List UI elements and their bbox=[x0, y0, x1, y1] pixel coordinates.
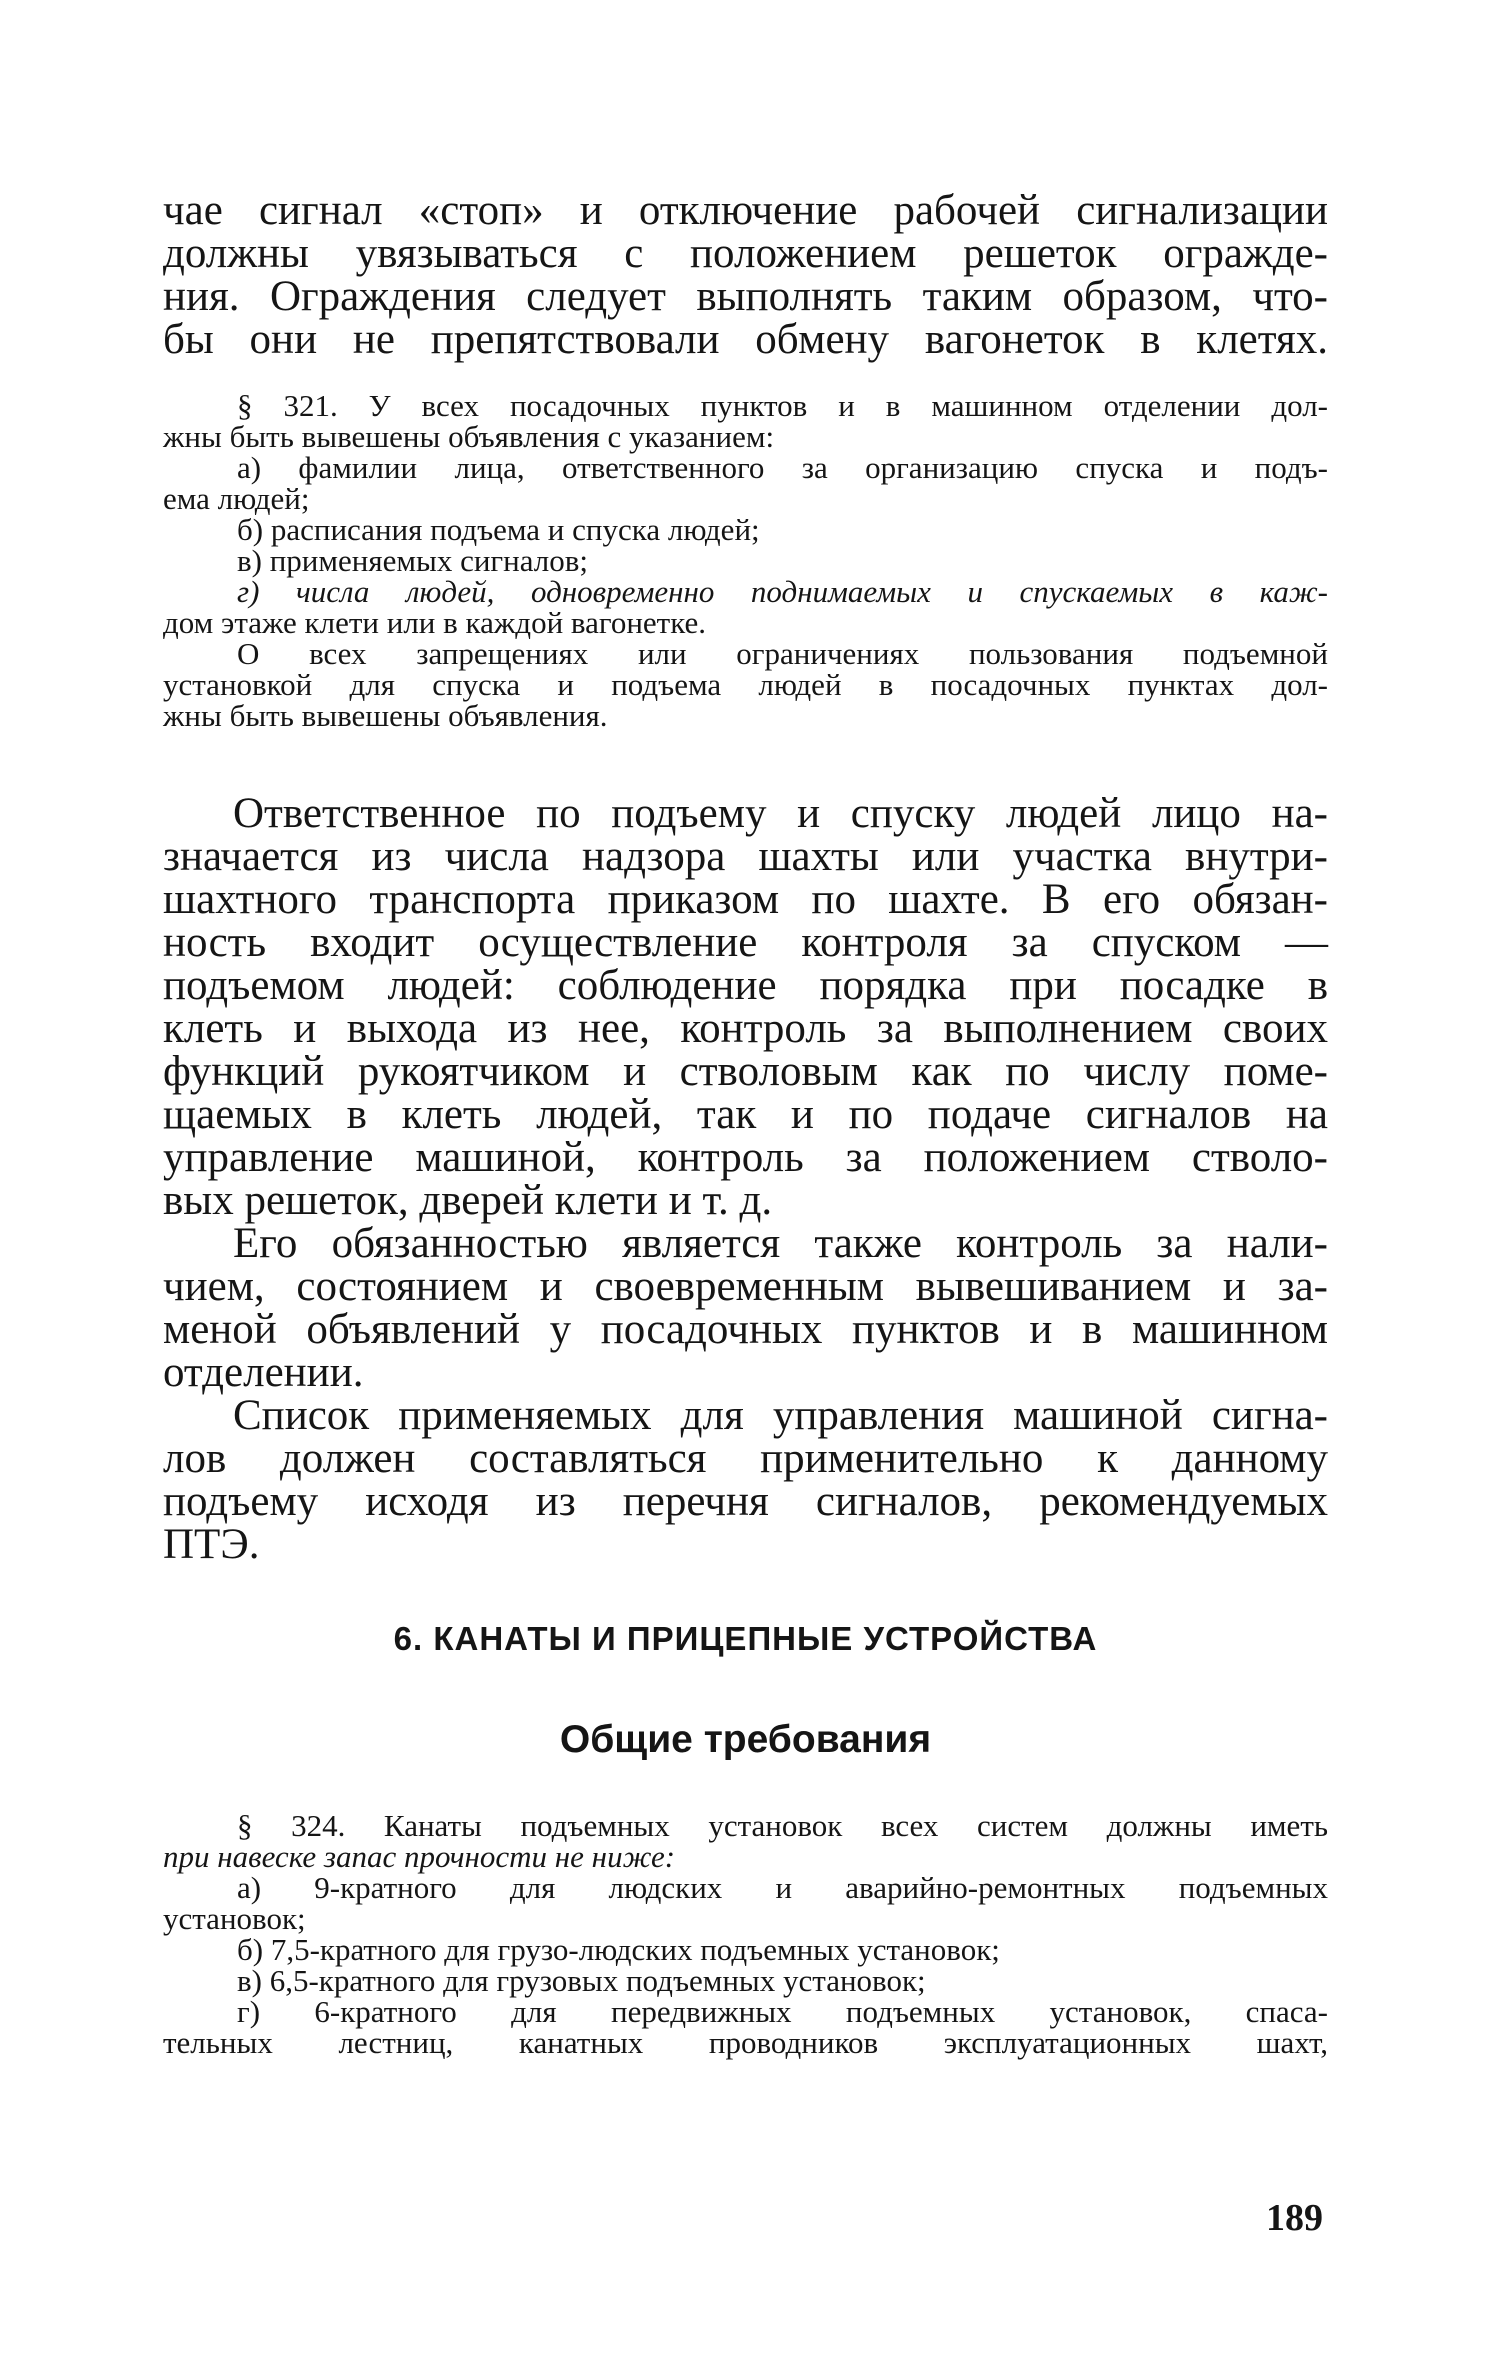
text-line: функций рукоятчиком и стволовым как по числу поме- bbox=[163, 1048, 1328, 1095]
text-line: ема людей; bbox=[163, 481, 310, 516]
text-line: шахтного транспорта приказом по шахте. В его обязан- bbox=[163, 876, 1328, 923]
text-line: б) 7,5-кратного для грузо-людских подъемных установок; bbox=[237, 1932, 1000, 1967]
text-line: § 321. У всех посадочных пунктов и в машинном отделении дол- bbox=[237, 388, 1328, 423]
text-line: чием, состоянием и своевременным вывешиванием и за- bbox=[163, 1263, 1328, 1310]
section-324 bbox=[163, 1810, 1328, 2058]
text-line: щаемых в клеть людей, так и по подаче сигналов на bbox=[163, 1091, 1328, 1138]
text-line: бы они не препятствовали обмену вагонеток в клетях. bbox=[163, 316, 1328, 363]
section-subheading: Общие требования bbox=[559, 1718, 932, 1761]
text-line: Ответственное по подъему и спуску людей лицо на- bbox=[233, 790, 1328, 837]
chapter-heading: 6. КАНАТЫ И ПРИЦЕПНЫЕ УСТРОЙСТВА bbox=[393, 1620, 1098, 1657]
page-number: 189 bbox=[1266, 2197, 1323, 2239]
text-line: ния. Ограждения следует выполнять таким образом, что- bbox=[163, 273, 1328, 320]
text-line: управление машиной, контроль за положением стволо- bbox=[163, 1134, 1328, 1181]
italic-text: г) числа людей, одновременно поднимаемых и спускаемых в каж- bbox=[237, 574, 1328, 609]
text-line: лов должен составляться применительно к данному bbox=[163, 1435, 1328, 1482]
text-line: отделении. bbox=[163, 1349, 364, 1396]
text-line: в) 6,5-кратного для грузовых подъемных установок; bbox=[237, 1963, 926, 1998]
text-line: жны быть вывешены объявления с указанием: bbox=[163, 419, 775, 454]
text-line: установкой для спуска и подъема людей в посадочных пунктах дол- bbox=[163, 667, 1328, 702]
text-line: клеть и выхода из нее, контроль за выполнением своих bbox=[163, 1005, 1328, 1052]
text-line: установок; bbox=[163, 1901, 306, 1936]
text-line: ность входит осуществление контроля за спуском — bbox=[163, 919, 1328, 966]
text-line bbox=[163, 1841, 1328, 1872]
text-line: а) фамилии лица, ответственного за организацию спуска и подъ- bbox=[237, 450, 1328, 485]
text-line: ПТЭ. bbox=[163, 1521, 260, 1568]
section-321 bbox=[163, 390, 1328, 731]
text-line: подъему исходя из перечня сигналов, рекомендуемых bbox=[163, 1478, 1328, 1525]
text-line: тельных лестниц, канатных проводников эксплуатационных шахт, bbox=[163, 2025, 1328, 2060]
subheading-block bbox=[163, 1718, 1328, 1762]
text-line: О всех запрещениях или ограничениях пользования подъемной bbox=[237, 636, 1328, 671]
text-line: подъемом людей: соблюдение порядка при посадке в bbox=[163, 962, 1328, 1009]
text-line: жны быть вывешены объявления. bbox=[163, 698, 608, 733]
chapter-heading-block bbox=[163, 1620, 1328, 1658]
text-line: дом этаже клети или в каждой вагонетке. bbox=[163, 605, 707, 640]
text-line: меной объявлений у посадочных пунктов и в машинном bbox=[163, 1306, 1328, 1353]
text-line: б) расписания подъема и спуска людей; bbox=[237, 512, 760, 547]
text-line: чае сигнал «стоп» и отключение рабочей сигнализации bbox=[163, 187, 1328, 234]
italic-text: при навеске запас прочности не ниже: bbox=[163, 1839, 676, 1874]
text-line: Его обязанностью является также контроль за нали- bbox=[233, 1220, 1328, 1267]
text-line: должны увязываться с положением решеток огражде- bbox=[163, 230, 1328, 277]
text-line bbox=[163, 576, 1328, 607]
text-line: г) 6-кратного для передвижных подъемных установок, спаса- bbox=[237, 1994, 1328, 2029]
commentary bbox=[163, 792, 1328, 1566]
text-line: в) применяемых сигналов; bbox=[237, 543, 588, 578]
text-line: § 324. Канаты подъемных установок всех систем должны иметь bbox=[237, 1808, 1328, 1843]
top-paragraph bbox=[163, 189, 1328, 361]
text-line: вых решеток, дверей клети и т. д. bbox=[163, 1177, 773, 1224]
text-line: значается из числа надзора шахты или участка внутри- bbox=[163, 833, 1328, 880]
text-line: Список применяемых для управления машиной сигна- bbox=[233, 1392, 1328, 1439]
text-line: а) 9-кратного для людских и аварийно-ремонтных подъемных bbox=[237, 1870, 1328, 1905]
